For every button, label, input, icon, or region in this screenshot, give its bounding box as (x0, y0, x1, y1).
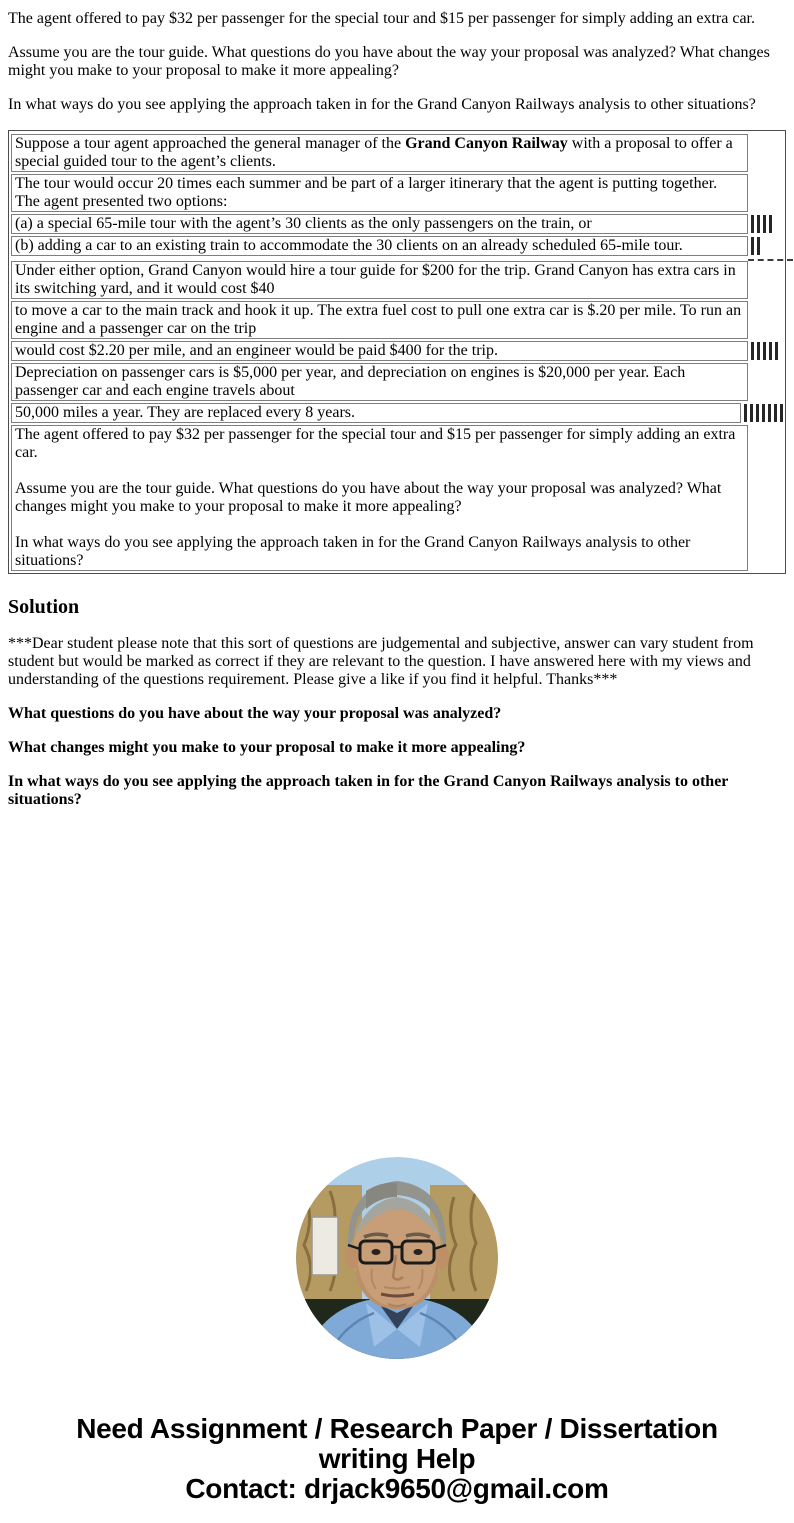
solution-question-1: What questions do you have about the way your proposal was analyzed? (8, 705, 502, 722)
table-row (11, 301, 783, 339)
table-row-text (11, 363, 748, 401)
table-row (11, 174, 783, 212)
table-cell-paragraph: The agent offered to pay $32 per passenger for the special tour and $15 per passenger for simply adding an extra car. (15, 426, 736, 461)
tally-bar-mark (756, 404, 759, 422)
row-gutter (748, 425, 783, 571)
row-gutter-dashed-artifact (748, 236, 783, 256)
tally-bar-mark (769, 215, 772, 233)
tally-bar-mark (762, 404, 765, 422)
row-gutter (748, 301, 783, 339)
row-gutter (748, 214, 783, 234)
cell-text: with a proposal to offer a special guided tour to the agent’s clients. (15, 135, 733, 170)
tally-bar-mark (763, 342, 766, 360)
tally-bar-mark (769, 342, 772, 360)
row-gutter (748, 174, 783, 212)
table-row-text (11, 341, 748, 361)
tally-bar-mark (763, 215, 766, 233)
tally-bar-mark (751, 215, 754, 233)
row-gutter (748, 363, 783, 401)
table-cell-paragraph: In what ways do you see applying the approach taken in for the Grand Canyon Railways analysis to other situations? (15, 534, 691, 569)
row-gutter (748, 261, 783, 299)
row-gutter (748, 134, 783, 172)
table-row (11, 363, 783, 401)
table-row (11, 134, 783, 172)
tally-bar-mark (775, 342, 778, 360)
row-gutter (748, 341, 783, 361)
table-row-text (11, 301, 748, 339)
table-row (11, 214, 783, 234)
avatar-container (8, 1157, 786, 1364)
row-gutter (741, 403, 783, 423)
tally-bar-mark (751, 342, 754, 360)
table-row-text (11, 236, 748, 256)
tally-bar-mark (757, 237, 760, 255)
table-row-text (11, 425, 748, 571)
table-row-text (11, 134, 748, 172)
cell-text: 50,000 miles a year. They are replaced every 8 years. (15, 404, 355, 421)
cell-text: would cost $2.20 per mile, and an engineer would be paid $400 for the trip. (15, 342, 498, 359)
banner-line-2: writing Help (318, 1443, 476, 1474)
tutor-avatar-photo (296, 1157, 498, 1359)
table-row (11, 261, 783, 299)
table-row (11, 425, 783, 571)
cell-text: The tour would occur 20 times each summer and be part of a larger itinerary that the agent is putting together. The agent presented two options: (15, 175, 718, 210)
table-row-text (11, 261, 748, 299)
table-row (11, 236, 783, 256)
tally-bar-mark (768, 404, 771, 422)
intro-paragraph-3: In what ways do you see applying the approach taken in for the Grand Canyon Railways analysis to other situations? (8, 96, 756, 113)
banner-line-1: Need Assignment / Research Paper / Dissertation (76, 1413, 718, 1444)
tally-bar-mark (757, 215, 760, 233)
table-row-text (11, 403, 741, 423)
cell-text: (a) a special 65-mile tour with the agent’s 30 clients as the only passengers on the train, or (15, 215, 592, 232)
table-row-text (11, 174, 748, 212)
intro-paragraph-1: The agent offered to pay $32 per passenger for the special tour and $15 per passenger for simply adding an extra car. (8, 10, 755, 27)
cell-text: Under either option, Grand Canyon would hire a tour guide for $200 for the trip. Grand Canyon has extra cars in its switching yard, and it would cost $40 (15, 262, 736, 297)
cell-text: to move a car to the main track and hook it up. The extra fuel cost to pull one extra car is $.20 per mile. To run an engine and a passenger car on the trip (15, 302, 742, 337)
table-row (11, 341, 783, 361)
tally-bar-mark (744, 404, 747, 422)
tally-bar-mark (751, 237, 754, 255)
tally-bar-mark (774, 404, 777, 422)
banner-line-3: Contact: drjack9650@gmail.com (185, 1473, 609, 1504)
solution-question-3: In what ways do you see applying the approach taken in for the Grand Canyon Railways analysis to other situations? (8, 773, 729, 808)
cell-text: Suppose a tour agent approached the general manager of the (15, 135, 406, 152)
cell-text: (b) adding a car to an existing train to accommodate the 30 clients on an already scheduled 65-mile tour. (15, 237, 683, 254)
table-cell-paragraph: Assume you are the tour guide. What questions do you have about the way your proposal was analyzed? What changes might you make to your proposal to make it more appealing? (15, 480, 722, 515)
solution-question-2: What changes might you make to your proposal to make it more appealing? (8, 739, 526, 756)
cell-text: Depreciation on passenger cars is $5,000 per year, and depreciation on engines is $20,000 per year. Each passenger car and each engine travels about (15, 364, 686, 399)
tally-bar-mark (750, 404, 753, 422)
intro-paragraph-2: Assume you are the tour guide. What questions do you have about the way your proposal was analyzed? What changes might you make to your proposal to make it more appealing? (8, 44, 770, 79)
table-row-text (11, 214, 748, 234)
problem-statement-table (8, 130, 786, 574)
tally-bar-mark (757, 342, 760, 360)
contact-banner (8, 1414, 786, 1504)
solution-note: ***Dear student please note that this sort of questions are judgemental and subjective, answer can vary student from student but would be marked as correct if they are relevant to the question. I have answered here with my views and understanding of the questions requirement. Please give a like if you find it helpful. Thanks*** (8, 635, 754, 688)
table-row (11, 403, 783, 423)
cell-text-bold: Grand Canyon Railway (405, 135, 568, 152)
tally-bar-mark (780, 404, 783, 422)
solution-heading: Solution (8, 596, 80, 618)
